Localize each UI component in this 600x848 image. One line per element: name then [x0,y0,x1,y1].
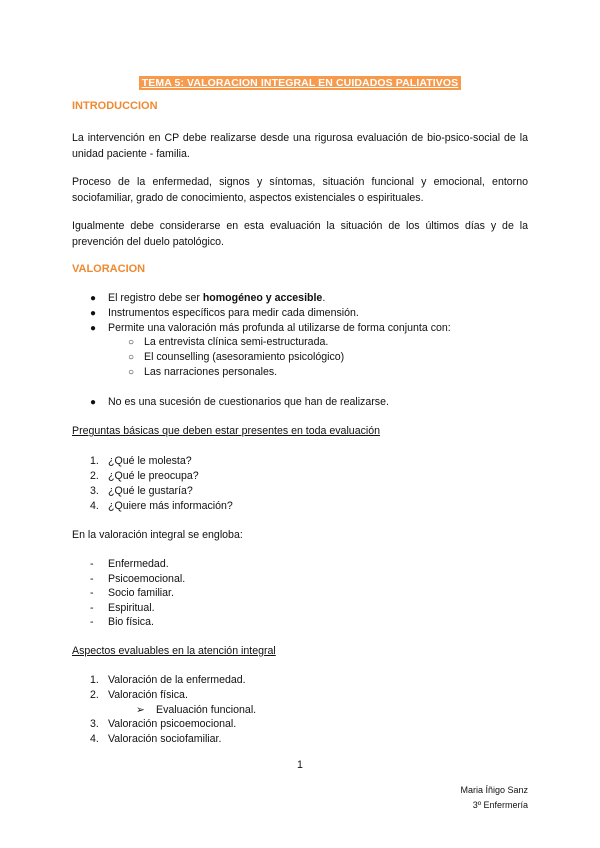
aspectos-number: 2. [90,689,99,701]
aspectos-number: 4. [90,733,99,745]
valoracion-bullet-4: No es una sucesión de cuestionarios que han de realizarse. [108,396,389,408]
preguntas-item-1: ¿Qué le molesta? [108,455,192,467]
footer-course: 3º Enfermería [472,800,528,810]
document-title: TEMA 5: VALORACION INTEGRAL EN CUIDADOS PALIATIVOS [139,76,462,90]
dash-icon: - [90,558,94,570]
intro-heading: INTRODUCCION [72,100,158,112]
engloba-item-1: Enfermedad. [108,558,169,570]
bullet-dot-icon: ● [90,323,97,334]
page-number: 1 [297,759,303,771]
aspectos-item-3: Valoración psicoemocional. [108,718,237,730]
dash-icon: - [90,587,94,599]
preguntas-item-2: ¿Qué le preocupa? [108,470,199,482]
preguntas-item-3: ¿Qué le gustaría? [108,485,193,497]
title-container [0,73,600,91]
engloba-item-5: Bio física. [108,616,154,628]
preguntas-number: 2. [90,470,99,482]
valoracion-sub-item-1: La entrevista clínica semi-estructurada. [144,336,329,348]
dash-icon: - [90,573,94,585]
preguntas-number: 1. [90,455,99,467]
preguntas-number: 3. [90,485,99,497]
dash-icon: - [90,616,94,628]
aspectos-number: 3. [90,718,99,730]
engloba-intro: En la valoración integral se engloba: [72,529,243,541]
valoracion-bullet-1: El registro debe ser homogéneo y accesible. [108,292,326,304]
aspectos-item-1: Valoración de la enfermedad. [108,674,246,686]
preguntas-heading: Preguntas básicas que deben estar presentes en toda evaluación [72,425,381,437]
aspectos-heading: Aspectos evaluables en la atención integral [72,645,276,657]
valoracion-heading: VALORACION [72,263,146,275]
intro-paragraph-3: Igualmente debe considerarse en esta evaluación la situación de los últimos días y de la prevención del duelo patológico. [72,220,528,248]
intro-paragraph-1: La intervención en CP debe realizarse desde una rigurosa evaluación de bio-psico-social de la unidad paciente - familia. [72,132,528,160]
valoracion-sub-item-2: El counselling (asesoramiento psicológico) [144,351,345,363]
engloba-item-2: Psicoemocional. [108,573,186,585]
bullet-dot-icon: ● [90,293,97,304]
bullet-dot-icon: ● [90,397,97,408]
valoracion-bullet-3: Permite una valoración más profunda al utilizarse de forma conjunta con: [108,322,451,334]
aspectos-number: 1. [90,674,99,686]
aspectos-sub-item: Evaluación funcional. [156,704,257,716]
bullet-dot-icon: ● [90,308,97,319]
aspectos-item-4: Valoración sociofamiliar. [108,733,222,745]
bullet-circle-icon: ○ [128,367,135,378]
preguntas-number: 4. [90,500,99,512]
valoracion-sub-item-3: Las narraciones personales. [144,366,278,378]
valoracion-bullet-2: Instrumentos específicos para medir cada dimensión. [108,307,359,319]
dash-icon: - [90,602,94,614]
intro-paragraph-2: Proceso de la enfermedad, signos y síntomas, situación funcional y emocional, entorno sociofamiliar, grado de conocimiento, aspectos existenciales o espirituales. [72,176,528,204]
arrow-bullet-icon: ➢ [136,704,145,716]
footer-author: Maria Íñigo Sanz [460,785,528,795]
bullet-circle-icon: ○ [128,352,135,363]
engloba-item-4: Espiritual. [108,602,155,614]
bullet-circle-icon: ○ [128,337,135,348]
aspectos-item-2: Valoración física. [108,689,188,701]
preguntas-item-4: ¿Quiere más información? [108,500,233,512]
engloba-item-3: Socio familiar. [108,587,174,599]
